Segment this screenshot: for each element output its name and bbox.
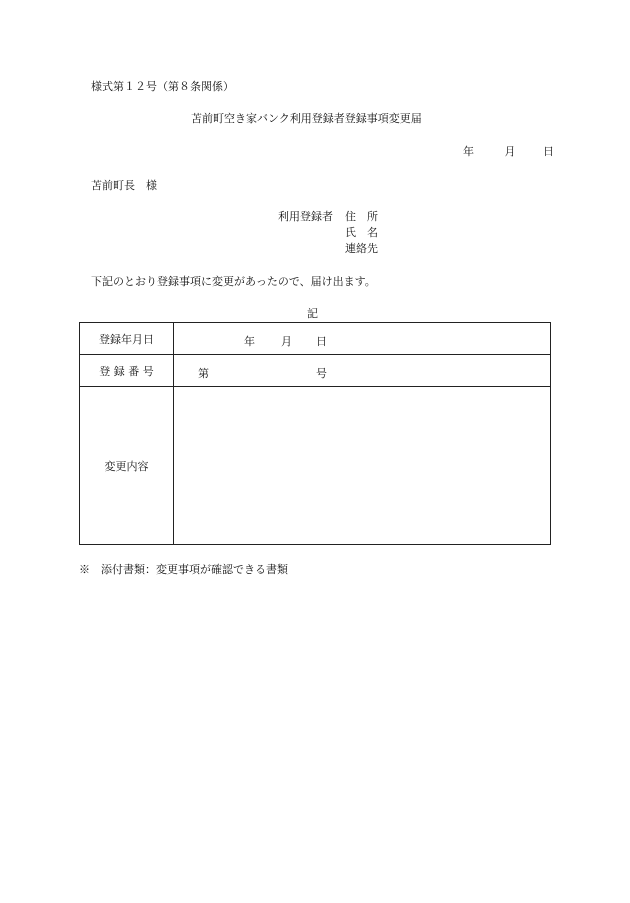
table-row-registration-number	[80, 355, 551, 387]
submission-date	[463, 146, 554, 157]
applicant-address-label: 住 所	[345, 210, 378, 223]
registration-date-field[interactable]	[174, 323, 551, 355]
change-details-label: 変更内容	[80, 387, 174, 545]
form-number: 様式第１２号（第８条関係）	[91, 80, 234, 93]
attachment-note: ※ 添付書類：変更事項が確認できる書類	[79, 563, 288, 576]
date-year-label: 年	[463, 145, 474, 158]
addressee: 苫前町長 様	[91, 179, 157, 192]
date-month-label: 月	[504, 145, 516, 158]
change-details-field[interactable]	[174, 387, 551, 545]
table-row-registration-date	[80, 323, 551, 355]
registration-number-suffix: 号	[316, 367, 327, 380]
ki-heading: 記	[307, 307, 318, 320]
registration-date-day-label: 日	[316, 335, 327, 348]
registration-number-prefix: 第	[198, 367, 209, 380]
intro-text: 下記のとおり登録事項に変更があったので、届け出ます。	[91, 275, 376, 288]
table-row-change-details	[80, 387, 551, 545]
form-table	[79, 322, 551, 545]
registration-number-label: 登 録 番 号	[80, 355, 174, 387]
registration-number-field[interactable]	[174, 355, 551, 387]
date-day-label: 日	[543, 145, 554, 158]
applicant-contact-label: 連絡先	[345, 242, 378, 255]
document-title: 苫前町空き家バンク利用登録者登録事項変更届	[191, 112, 422, 125]
registration-date-month-label: 月	[281, 335, 292, 348]
registration-date-label: 登録年月日	[80, 323, 174, 355]
applicant-name-label: 氏 名	[345, 226, 378, 239]
applicant-label: 利用登録者	[278, 210, 333, 223]
registration-date-year-label: 年	[244, 335, 255, 348]
